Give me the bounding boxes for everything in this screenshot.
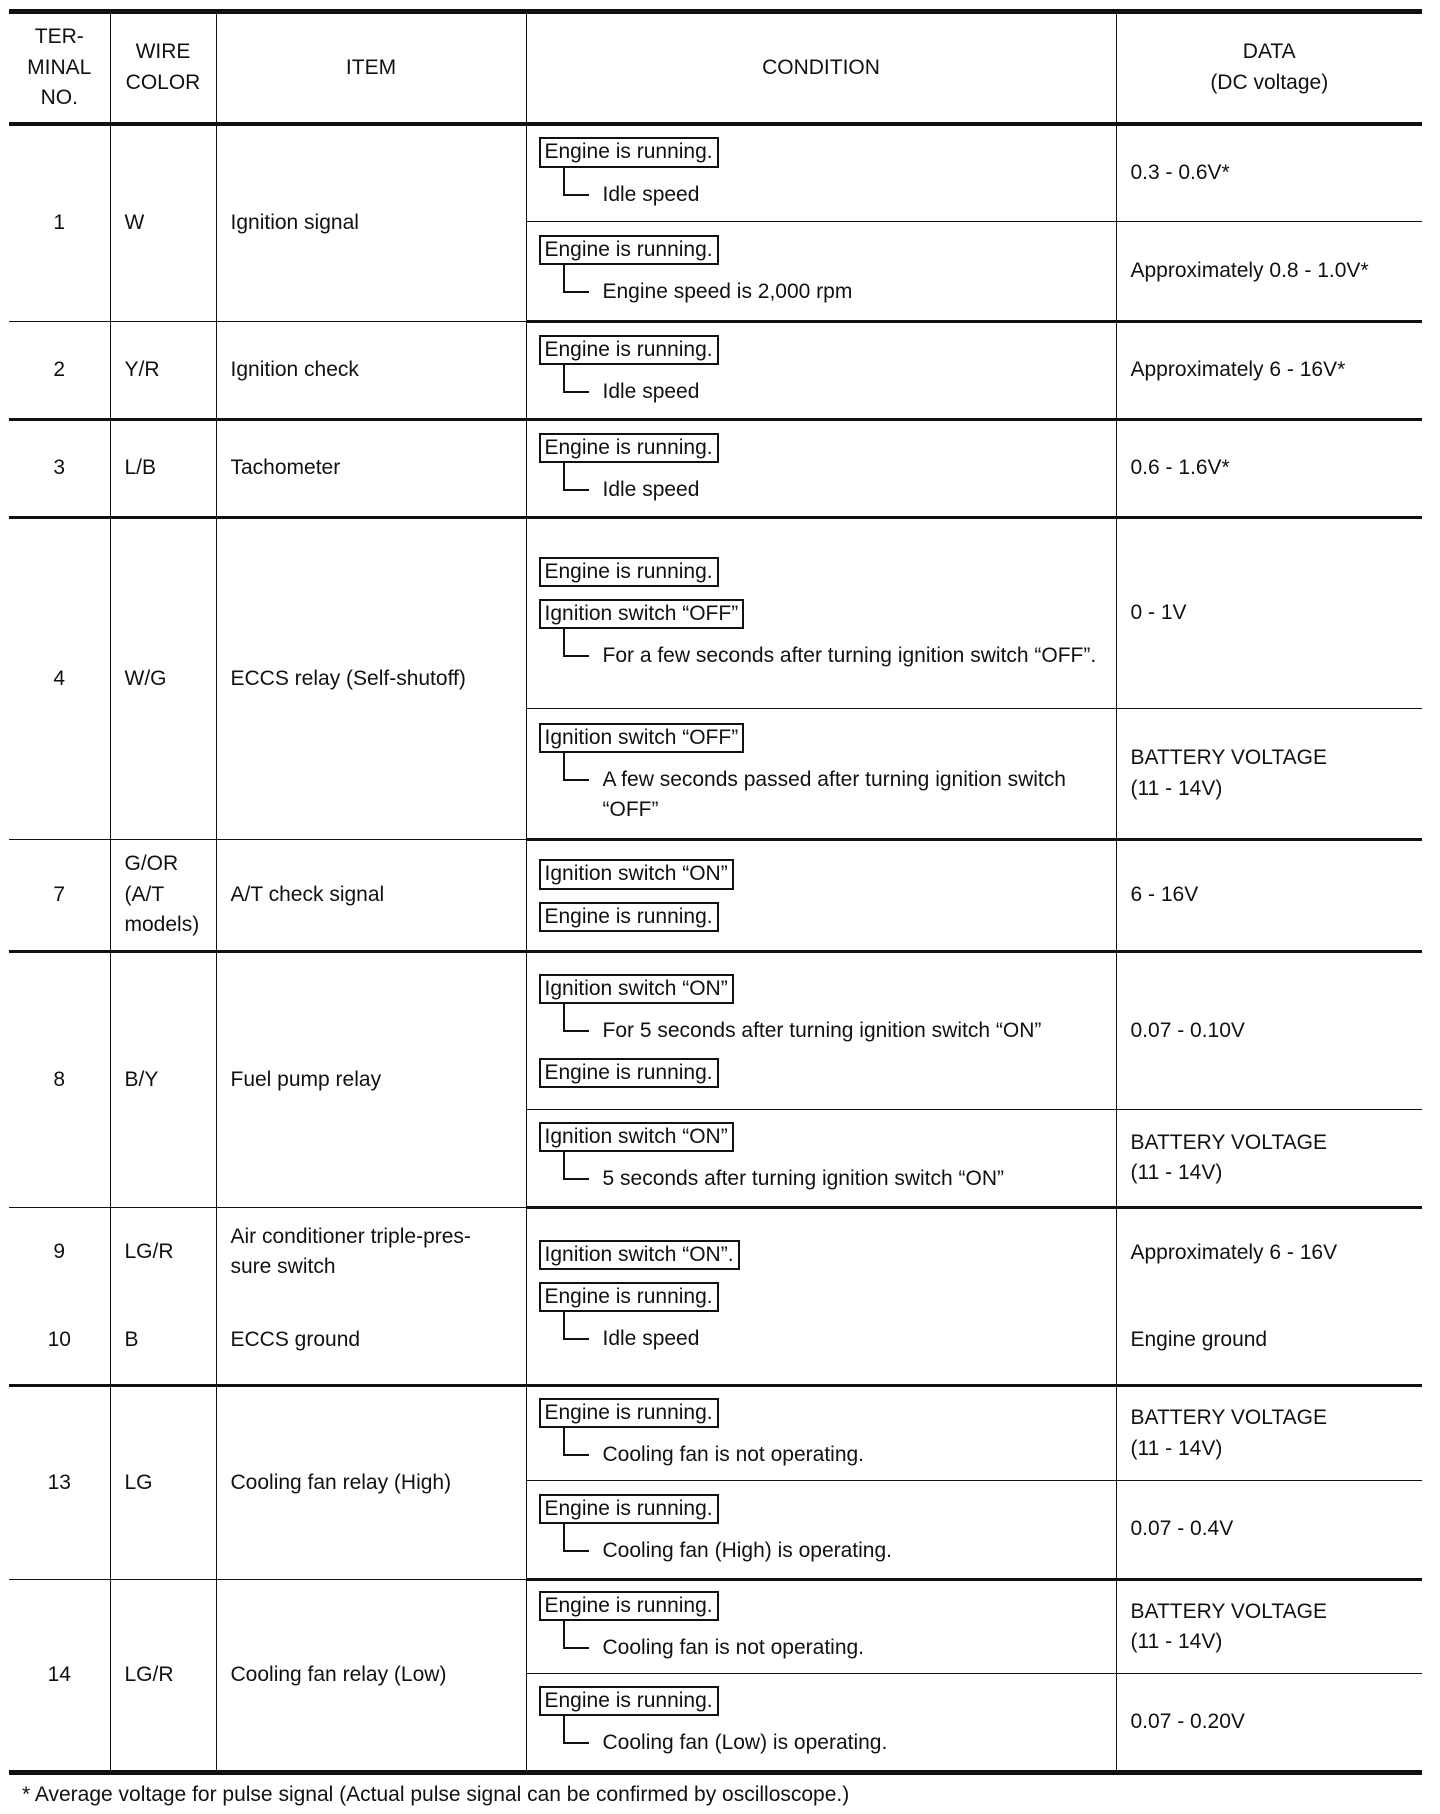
- terminal-data-table: [9, 9, 1422, 1775]
- condition-box: Engine is running.: [539, 1282, 719, 1312]
- terminal-no: 8: [9, 952, 110, 1208]
- wire-color: B: [110, 1297, 216, 1386]
- condition-detail: Cooling fan (Low) is operating.: [563, 1728, 1104, 1757]
- condition-block: [539, 723, 1104, 824]
- header-data: DATA (DC voltage): [1116, 12, 1422, 124]
- wire-color: LG/R: [110, 1580, 216, 1773]
- condition-cell: [526, 1481, 1116, 1580]
- condition-box: Engine is running.: [539, 557, 719, 587]
- data-value: BATTERY VOLTAGE (11 - 14V): [1116, 1580, 1422, 1674]
- wire-color: L/B: [110, 420, 216, 518]
- data-value: Approximately 0.8 - 1.0V*: [1116, 222, 1422, 322]
- condition-block: [539, 433, 1104, 505]
- table-row: [9, 322, 1422, 420]
- condition-block: [539, 859, 1104, 932]
- condition-cell: [526, 1110, 1116, 1208]
- condition-block: [539, 1240, 1104, 1354]
- wire-color: W/G: [110, 518, 216, 840]
- condition-block: [539, 235, 1104, 307]
- table-row: [9, 124, 1422, 222]
- condition-box: Ignition switch “OFF”: [539, 599, 745, 629]
- condition-detail: Cooling fan (High) is operating.: [563, 1536, 1104, 1565]
- condition-box: Engine is running.: [539, 335, 719, 365]
- data-value: BATTERY VOLTAGE (11 - 14V): [1116, 1110, 1422, 1208]
- wire-color: LG: [110, 1386, 216, 1580]
- header-terminal: TER- MINAL NO.: [9, 12, 110, 124]
- condition-box: Engine is running.: [539, 902, 719, 932]
- table-row: [9, 952, 1422, 1110]
- data-value: 0.07 - 0.4V: [1116, 1481, 1422, 1580]
- condition-cell: [526, 709, 1116, 840]
- condition-block: [539, 1686, 1104, 1758]
- data-value: 0.07 - 0.20V: [1116, 1674, 1422, 1773]
- condition-box: Engine is running.: [539, 1398, 719, 1428]
- data-value: BATTERY VOLTAGE (11 - 14V): [1116, 709, 1422, 840]
- condition-box: Ignition switch “ON”: [539, 974, 734, 1004]
- condition-block: [539, 1494, 1104, 1566]
- condition-detail: 5 seconds after turning ignition switch “ON”: [563, 1164, 1104, 1193]
- condition-detail: For a few seconds after turning ignition switch “OFF”.: [563, 641, 1104, 670]
- item: Ignition check: [216, 322, 526, 420]
- condition-detail: For 5 seconds after turning ignition switch “ON”: [563, 1016, 1104, 1045]
- condition-cell: [526, 1386, 1116, 1481]
- footnote: * Average voltage for pulse signal (Actual pulse signal can be confirmed by oscilloscope.): [22, 1783, 850, 1806]
- condition-detail: Idle speed: [563, 377, 1104, 406]
- data-value: 6 - 16V: [1116, 840, 1422, 952]
- condition-cell: [526, 322, 1116, 420]
- header-condition: CONDITION: [526, 12, 1116, 124]
- condition-detail: Cooling fan is not operating.: [563, 1440, 1104, 1469]
- condition-box: Engine is running.: [539, 1591, 719, 1621]
- condition-block: [539, 974, 1104, 1088]
- condition-block: [539, 1591, 1104, 1663]
- item: ECCS ground: [216, 1297, 526, 1386]
- data-value: 0.07 - 0.10V: [1116, 952, 1422, 1110]
- condition-box: Ignition switch “ON”.: [539, 1240, 740, 1270]
- condition-block: [539, 335, 1104, 407]
- data-value: Approximately 6 - 16V*: [1116, 322, 1422, 420]
- table-row: [9, 420, 1422, 518]
- data-value: 0 - 1V: [1116, 518, 1422, 709]
- table-row: [9, 840, 1422, 952]
- terminal-no: 2: [9, 322, 110, 420]
- condition-block: [539, 1122, 1104, 1194]
- table-row: [9, 1386, 1422, 1481]
- wire-color: Y/R: [110, 322, 216, 420]
- terminal-no: 13: [9, 1386, 110, 1580]
- item: A/T check signal: [216, 840, 526, 952]
- condition-block: [539, 137, 1104, 209]
- wire-color: W: [110, 124, 216, 322]
- data-value: BATTERY VOLTAGE (11 - 14V): [1116, 1386, 1422, 1481]
- condition-box: Engine is running.: [539, 235, 719, 265]
- condition-block: [539, 1398, 1104, 1470]
- condition-cell: [526, 840, 1116, 952]
- terminal-no: 3: [9, 420, 110, 518]
- condition-box: Engine is running.: [539, 1058, 719, 1088]
- table-row: [9, 518, 1422, 709]
- item: Ignition signal: [216, 124, 526, 322]
- condition-detail: Idle speed: [563, 180, 1104, 209]
- condition-box: Ignition switch “ON”: [539, 859, 734, 889]
- wire-color: B/Y: [110, 952, 216, 1208]
- data-value: Approximately 6 - 16V: [1116, 1208, 1422, 1297]
- condition-cell: [526, 952, 1116, 1110]
- condition-box: Engine is running.: [539, 1494, 719, 1524]
- terminal-no: 14: [9, 1580, 110, 1773]
- header-item: ITEM: [216, 12, 526, 124]
- terminal-no: 4: [9, 518, 110, 840]
- condition-box: Engine is running.: [539, 433, 719, 463]
- data-value: 0.6 - 1.6V*: [1116, 420, 1422, 518]
- condition-cell: [526, 222, 1116, 322]
- condition-box: Engine is running.: [539, 1686, 719, 1716]
- terminal-no: 7: [9, 840, 110, 952]
- condition-detail: Engine speed is 2,000 rpm: [563, 277, 1104, 306]
- table-row: [9, 1580, 1422, 1674]
- data-value: Engine ground: [1116, 1297, 1422, 1386]
- condition-box: Engine is running.: [539, 137, 719, 167]
- item: Tachometer: [216, 420, 526, 518]
- terminal-no: 1: [9, 124, 110, 322]
- item: ECCS relay (Self-shutoff): [216, 518, 526, 840]
- condition-cell: [526, 1674, 1116, 1773]
- header-wire-color: WIRE COLOR: [110, 12, 216, 124]
- condition-cell: [526, 518, 1116, 709]
- condition-detail: Idle speed: [563, 1324, 1104, 1353]
- condition-block: [539, 557, 1104, 671]
- wire-color: G/OR (A/T models): [110, 840, 216, 952]
- item: Fuel pump relay: [216, 952, 526, 1208]
- item: Cooling fan relay (Low): [216, 1580, 526, 1773]
- condition-cell: [526, 420, 1116, 518]
- condition-cell: [526, 1580, 1116, 1674]
- header-row: [9, 12, 1422, 124]
- wire-color: LG/R: [110, 1208, 216, 1297]
- terminal-no: 9: [9, 1208, 110, 1297]
- condition-cell: [526, 1208, 1116, 1386]
- condition-box: Ignition switch “OFF”: [539, 723, 745, 753]
- condition-box: Ignition switch “ON”: [539, 1122, 734, 1152]
- condition-cell: [526, 124, 1116, 222]
- terminal-no: 10: [9, 1297, 110, 1386]
- table-row: [9, 1208, 1422, 1297]
- item: Air conditioner triple-pres- sure switch: [216, 1208, 526, 1297]
- condition-detail: Idle speed: [563, 475, 1104, 504]
- item: Cooling fan relay (High): [216, 1386, 526, 1580]
- condition-detail: Cooling fan is not operating.: [563, 1633, 1104, 1662]
- data-value: 0.3 - 0.6V*: [1116, 124, 1422, 222]
- condition-detail: A few seconds passed after turning ignition switch “OFF”: [563, 765, 1104, 824]
